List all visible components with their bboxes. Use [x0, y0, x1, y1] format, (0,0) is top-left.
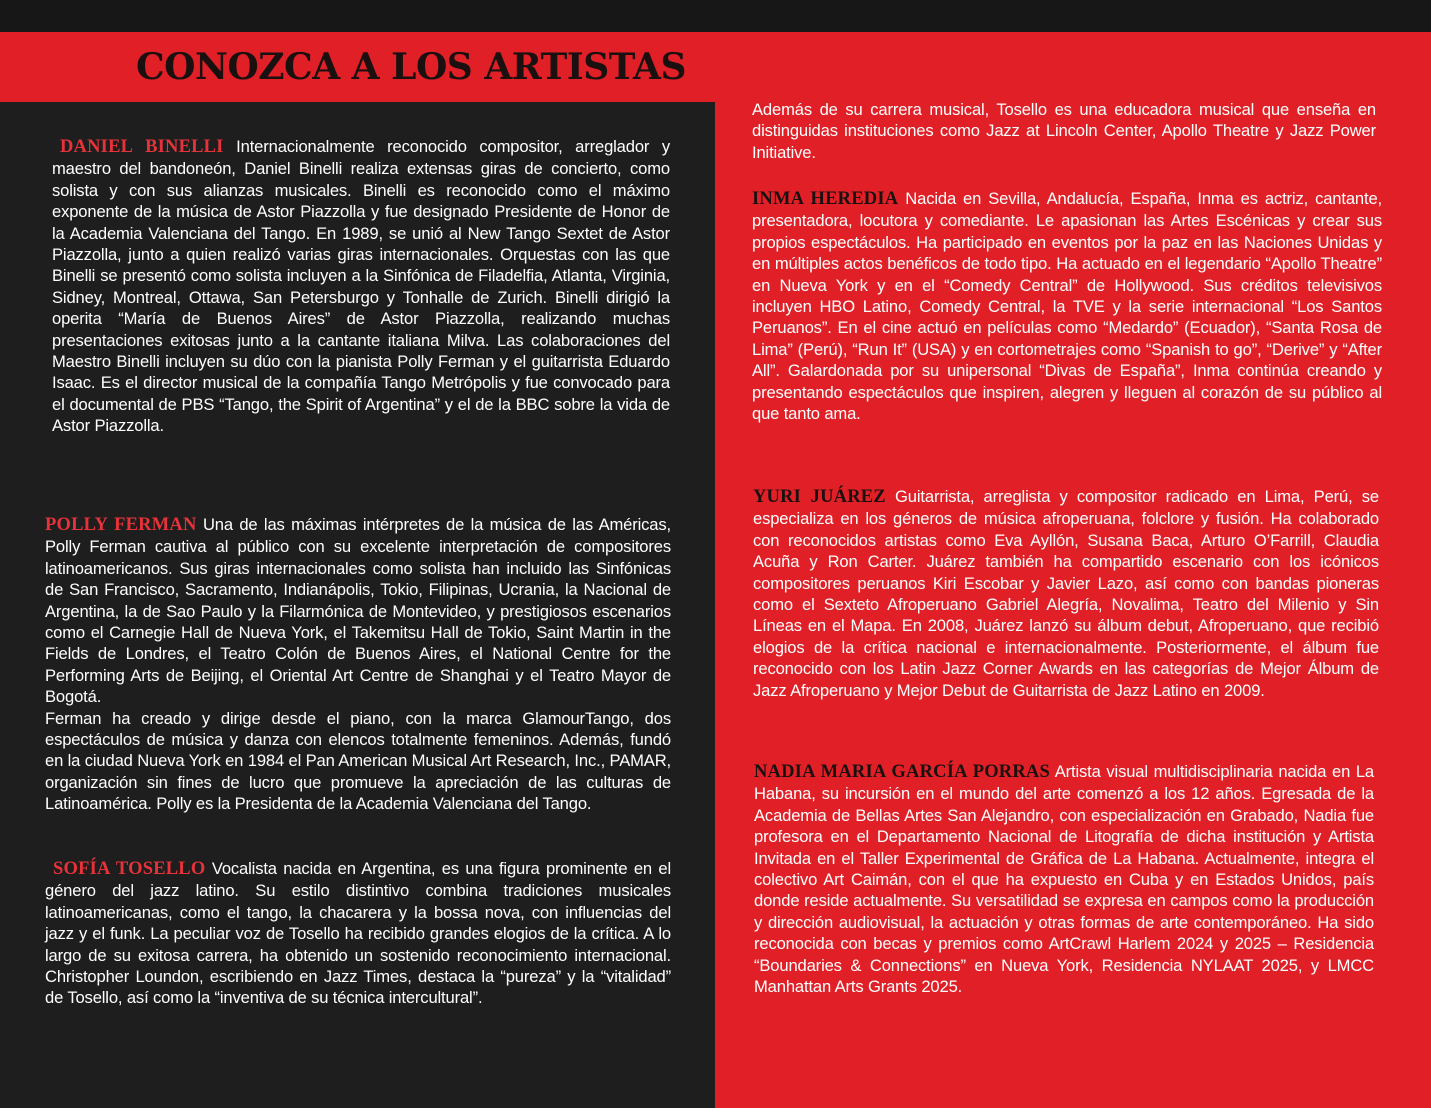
artist-name: SOFÍA TOSELLO — [53, 859, 206, 879]
artist-name: YURI JUÁREZ — [753, 487, 886, 507]
artist-bio-tosello — [45, 858, 671, 1009]
left-column — [0, 102, 715, 1108]
artist-name: DANIEL BINELLI — [60, 137, 224, 157]
artist-bio-heredia — [752, 188, 1382, 424]
artist-bio-text: Artista visual multidisciplinaria nacida en La Habana, su incursión en el mundo del arte comenzó a los 12 años. Egresada de la Academia de Bellas Artes San Alejandro, con especialización en Grabado, Nadia fue profesora en el Departamento Nacional de Litografía de dicha institución y Artista Invitada en el Taller Experimental de Gráfica de La Habana. Actualmente, integra el colectivo Art Caimán, con el que ha expuesto en Cuba y en Estados Unidos, país donde reside actualmente. Su versatilidad se expresa en campos como la producción y dirección audiovisual, la actuación y otras formas de arte contemporáneo. Ha sido reconocida con becas y premios como ArtCrawl Harlem 2024 y 2025 – Residencia “Boundaries & Connections” en Nueva York, Residencia NYLAAT 2025, y LMCC Manhattan Arts Grants 2025. — [754, 762, 1374, 997]
artist-bio-text: Internacionalmente reconocido compositor, arreglador y maestro del bandoneón, Daniel Binelli realiza extensas giras de concierto, como solista y con sus alianzas musicales. Binelli es reconocido como el máximo exponente de la música de Astor Piazzolla y fue designado Presidente de Honor de la Academia Valenciana del Tango. En 1989, se unió al New Tango Sextet de Astor Piazzolla, junto a quien realizó varias giras internacionales. Orquestas con las que Binelli se presentó como solista incluyen a la Sinfónica de Filadelfia, Atlanta, Virginia, Sidney, Montreal, Ottawa, San Petersburgo y Tonhalle de Zurich. Binelli dirigió la operita “María de Buenos Aires” de Astor Piazzolla, realizando muchas presentaciones exitosas junto a la cantante italiana Milva. Las colaboraciones del Maestro Binelli incluyen su dúo con la pianista Polly Ferman y el guitarrista Eduardo Isaac. Es el director musical de la compañía Tango Metrópolis y fue convocado para el documental de PBS “Tango, the Spirit of Argentina” y el de la BBC sobre la vida de Astor Piazzolla. — [52, 137, 670, 436]
artist-bio-text-2: Ferman ha creado y dirige desde el piano, con la marca GlamourTango, dos espectáculos de música y danza con elencos totalmente femeninos. Además, fundó en la ciudad Nueva York en 1984 el Pan American Musical Art Research, Inc., PAMAR, organización sin fines de lucro que promueve la apreciación de las culturas de Latinoamérica. Polly es la Presidenta de la Academia Valenciana del Tango. — [45, 708, 671, 814]
artist-name: NADIA MARIA GARCÍA PORRAS — [754, 762, 1050, 782]
artist-name: INMA HEREDIA — [752, 189, 899, 209]
artist-bio-binelli — [52, 136, 670, 437]
artist-bio-text: Nacida en Sevilla, Andalucía, España, Inma es actriz, cantante, presentadora, locutora y comediante. Le apasionan las Artes Escénicas y crear sus propios espectáculos. Ha participado en eventos por la paz en las Naciones Unidas y en múltiples actos benéficos de todo tipo. Ha actuado en el legendario “Apollo Theatre” en Nueva York y en el “Comedy Central” de Hollywood. Sus créditos televisivos incluyen HBO Latino, Comedy Central, la TVE y la serie internacional “Los Santos Peruanos”. En el cine actuó en películas como “Medardo” (Ecuador), “Santa Rosa de Lima” (Perú), “Run It” (USA) y en cortometrajes como “Spanish to go”, “Derive” y “After All”. Galardonada por su unipersonal “Divas de España”, Inma continúa creando y presentando espectáculos que inspiren, alegren y lleguen al corazón de su público al que tanto ama. — [752, 189, 1383, 424]
artist-bio-text: Además de su carrera musical, Tosello es una educadora musical que enseña en distinguidas instituciones como Jazz at Lincoln Center, Apollo Theatre y Jazz Power Initiative. — [752, 100, 1376, 162]
artist-bio-text: Guitarrista, arreglista y compositor radicado en Lima, Perú, se especializa en los géneros de música afroperuana, folclore y fusión. Ha colaborado con reconocidos artistas como Eva Ayllón, Susana Baca, Arturo O’Farrill, Claudia Acuña y Ron Carter. Juárez también ha compartido escenario con los icónicos compositores peruanos Kiri Escobar y Javier Lazo, así como con bandas pioneras como el Sexteto Afroperuano Gabriel Alegría, Novalima, Teatro del Milenio y Sin Líneas en el Mapa. En 2008, Juárez lanzó su álbum debut, Afroperuano, que recibió elogios de la crítica nacional e internacionalmente. Posteriormente, el álbum fue reconocido con los Latin Jazz Corner Awards en las categorías de Mejor Álbum de Jazz Afroperuano y Mejor Debut de Guitarrista de Jazz Latino en 2009. — [753, 487, 1379, 700]
artist-bio-text: Una de las máximas intérpretes de la música de las Américas, Polly Ferman cautiva al público con su excelente interpretación de compositores latinoamericanos. Sus giras internacionales como solista han incluido las Sinfónicas de San Francisco, Sacramento, Indianápolis, Tokio, Filipinas, Ucrania, la Nacional de Argentina, la de Sao Paulo y la Filarmónica de Montevideo, y prestigiosos escenarios como el Carnegie Hall de Nueva York, el Takemitsu Hall de Tokio, Saint Martin in the Fields de Londres, el Teatro Colón de Buenos Aires, el National Centre for the Performing Arts de Beijing, el Oriental Art Centre de Shanghai y el Teatro Mayor de Bogotá. — [45, 515, 671, 707]
page-title: CONOZCA A LOS ARTISTAS — [136, 46, 686, 88]
right-column — [715, 102, 1431, 1108]
top-strip — [0, 0, 1431, 32]
artist-name: POLLY FERMAN — [45, 515, 197, 535]
artist-bio-garcia — [754, 761, 1374, 997]
artist-bio-ferman — [45, 514, 671, 815]
artist-bio-text: Vocalista nacida en Argentina, es una figura prominente en el género del jazz latino. Su estilo distintivo combina tradiciones musicales latinoamericanas, como el tango, la chacarera y la bossa nova, con influencias del jazz y el funk. La peculiar voz de Tosello ha recibido grandes elogios de la crítica. A lo largo de su exitosa carrera, ha obtenido un sostenido reconocimiento internacional. Christopher Loundon, escribiendo en Jazz Times, destaca la “pureza” y la “vitalidad” de Tosello, así como la “inventiva de su técnica intercultural”. — [45, 859, 671, 1008]
artist-bio-juarez — [753, 486, 1379, 701]
artist-bio-tosello-continued — [752, 99, 1376, 163]
